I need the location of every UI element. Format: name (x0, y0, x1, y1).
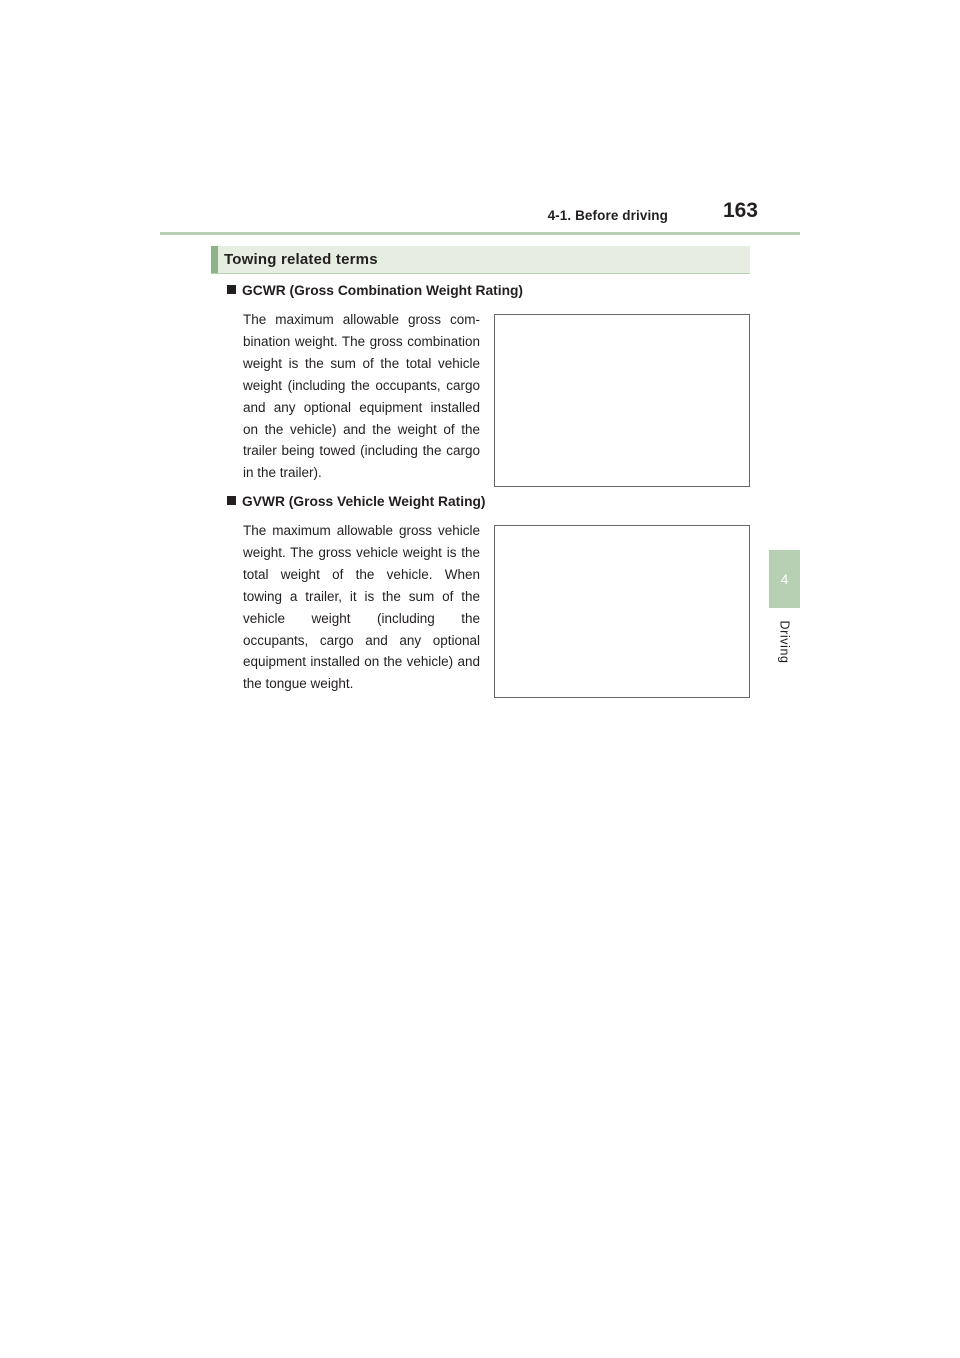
figure-gvwr-illustration (494, 525, 750, 698)
black-square-bullet-icon (227, 285, 236, 294)
chapter-number: 4 (780, 571, 789, 587)
banner-accent (211, 246, 218, 273)
section-banner (211, 246, 750, 274)
term-heading-gvwr (227, 494, 486, 509)
term-heading-text: GCWR (Gross Combination Weight Rating) (242, 283, 524, 298)
chapter-tab (769, 550, 800, 608)
term-heading-text: GVWR (Gross Vehicle Weight Rating) (242, 494, 486, 509)
page-number: 163 (722, 199, 758, 222)
section-label: 4-1. Before driving (547, 208, 668, 223)
black-square-bullet-icon (227, 496, 236, 505)
figure-gcwr-illustration (494, 314, 750, 487)
running-header (160, 195, 800, 235)
term-description-gvwr: The maximum allowable gross vehicle weight. The gross vehicle weight is the total weight of the vehicle. When towing a trailer, it is the sum of the vehicle weight (including the occupants, cargo and any optional equipment installed on the vehicle) and the tongue weight. (243, 523, 480, 692)
section-title: Towing related terms (224, 251, 378, 268)
term-description-gcwr: The maximum allowable gross combination weight. The gross combination weight is the sum of the total vehicle weight (including the occupants, cargo and any optional equipment installed on the vehicle) and the weight of the trailer being towed (including the cargo in the trailer). (243, 312, 480, 481)
chapter-name-label: Driving (777, 620, 792, 664)
term-heading-gcwr (227, 283, 523, 298)
chapter-name (769, 612, 800, 672)
header-rule (160, 232, 800, 235)
